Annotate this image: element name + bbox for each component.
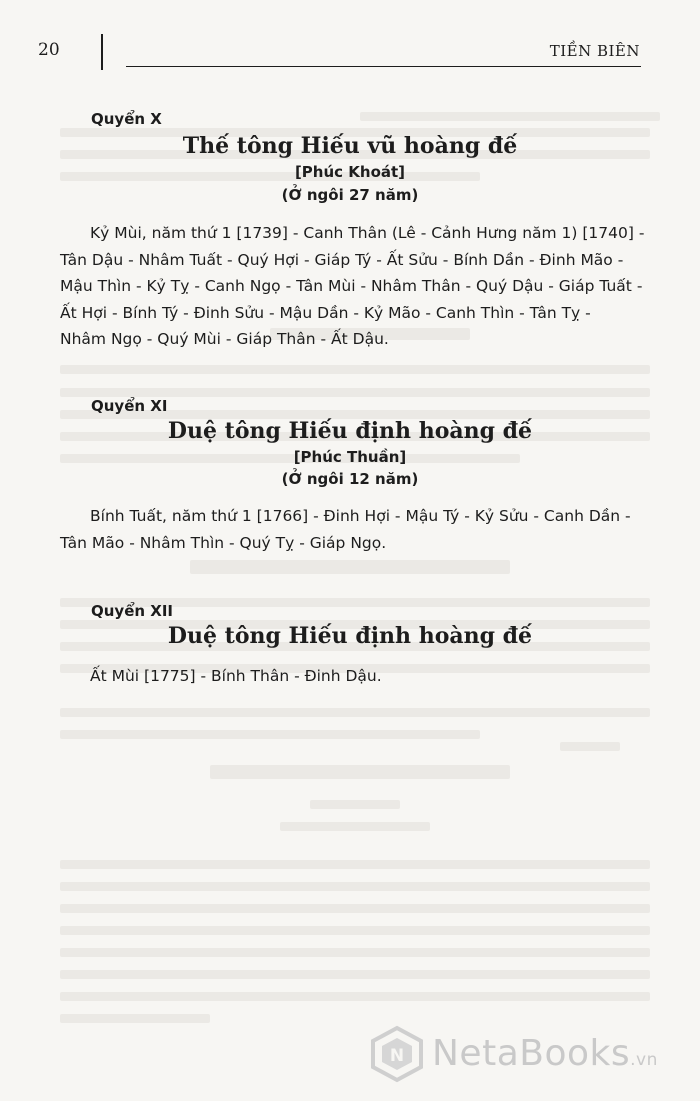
given-name: [Phúc Thuần] [293,448,407,466]
year-list-paragraph [60,220,645,353]
emperor-title: Thế tông Hiếu vũ hoàng đế [182,133,518,159]
paragraph-line: Tân Dậu - Nhâm Tuất - Quý Hợi - Giáp Tý - Ất Sửu - Bính Dần - Đinh Mão - [60,250,624,269]
paragraph-line: Kỷ Mùi, năm thứ 1 [1739] - Canh Thân (Lê - Cảnh Hưng năm 1) [1740] - [90,224,645,242]
year-list-paragraph [60,663,645,690]
header-divider [101,34,103,70]
paragraph-line: Ất Hợi - Bính Tý - Đinh Sửu - Mậu Dần - Kỷ Mão - Canh Thìn - Tân Tỵ - [60,303,591,322]
watermark-brand: NetaBooks [432,1033,631,1074]
netabooks-logo-icon [368,1025,426,1083]
paragraph-line: Tân Mão - Nhâm Thìn - Quý Tỵ - Giáp Ngọ. [60,533,387,552]
watermark [368,1025,688,1089]
svg-text:N: N [389,1046,405,1066]
given-name: [Phúc Khoát] [294,163,406,181]
watermark-text [432,1033,658,1074]
volume-heading: Quyển XII [91,602,174,620]
watermark-suffix: .vn [630,1050,658,1070]
page-number: 20 [38,40,60,60]
header-rule [126,66,641,67]
running-title: TIỀN BIÊN [549,42,640,60]
emperor-title: Duệ tông Hiếu định hoàng đế [167,623,533,649]
reign-duration: (Ở ngôi 27 năm) [281,186,419,204]
volume-heading: Quyển XI [91,397,168,415]
year-list-paragraph [60,503,645,556]
paragraph-line: Bính Tuất, năm thứ 1 [1766] - Đinh Hợi - Mậu Tý - Kỷ Sửu - Canh Dần - [90,507,631,525]
paragraph-line: Mậu Thìn - Kỷ Tỵ - Canh Ngọ - Tân Mùi - Nhâm Thân - Quý Dậu - Giáp Tuất - [60,277,643,295]
paragraph-line: Ất Mùi [1775] - Bính Thân - Đinh Dậu. [90,667,382,685]
reign-duration: (Ở ngôi 12 năm) [281,470,419,488]
emperor-title: Duệ tông Hiếu định hoàng đế [167,418,533,444]
paragraph-line: Nhâm Ngọ - Quý Mùi - Giáp Thân - Ất Dậu. [60,330,389,348]
volume-heading: Quyển X [91,110,162,128]
